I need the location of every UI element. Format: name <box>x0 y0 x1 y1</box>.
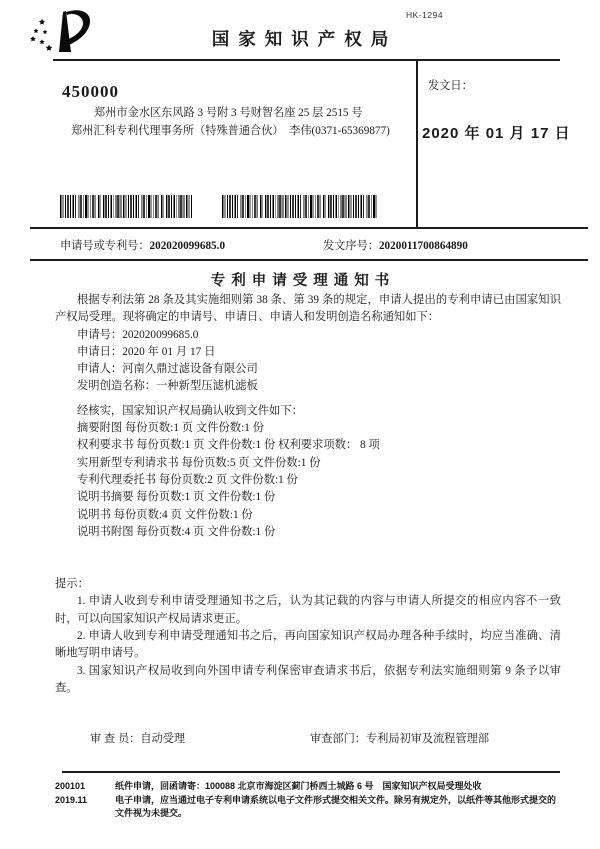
notice-body <box>55 292 561 697</box>
document-item: 权利要求书 每份页数:1 页 文件份数:1 份 权利要求项数： 8 项 <box>77 439 380 452</box>
footer <box>55 780 563 821</box>
field-invention-title: 发明创造名称：一种新型压滤机滤板 <box>77 380 258 393</box>
document-item: 实用新型专利请求书 每份页数:5 页 文件份数:1 份 <box>77 456 321 469</box>
serial-number <box>323 237 468 253</box>
serial-number-label: 发文序号： <box>323 240 379 252</box>
tip-item: 3. 国家知识产权局收到向外国申请专利保密审查请求书后，依据专利法实施细则第 9 条予以审查。 <box>55 664 561 694</box>
section-rule-upper <box>30 227 588 229</box>
intro-paragraph: 根据专利法第 28 条及其实施细则第 38 条、第 39 条的规定，申请人提出的专利申请已由国家知识产权局受理。现将确定的申请号、申请日、申请人和发明创造名称通知如下： <box>55 294 561 324</box>
notice-title: 专利申请受理通知书 <box>210 273 396 289</box>
examiner-label: 审 查 员： <box>90 733 141 745</box>
header-rule <box>53 59 560 61</box>
form-code: HK-1294 <box>406 10 444 20</box>
footer-rule <box>62 771 560 773</box>
barcode-right <box>222 195 378 218</box>
examiner-value: 自动受理 <box>140 733 186 745</box>
footer-text: 电子申请，应当通过电子专利申请系统以电子文件形式提交相关文件。除另有规定外，以纸件等其他形式提交的文件视为未提交。 <box>115 794 557 818</box>
department-value: 专利局初审及流程管理部 <box>365 733 490 745</box>
barcode-left <box>60 195 193 218</box>
document-item: 说明书附图 每份页数:4 页 文件份数:1 份 <box>77 525 276 538</box>
address-box-divider <box>416 59 418 229</box>
issue-date-label: 发文日： <box>428 80 473 92</box>
recipient-address: 郑州市金水区东风路 3 号附 3 号财智名座 25 层 2515 号 <box>94 107 363 119</box>
footer-row-paper <box>55 780 563 794</box>
document-item: 摘要附图 每份页数:1 页 文件份数:1 份 <box>77 422 265 435</box>
tips-label: 提示： <box>55 578 89 591</box>
issue-date-value: 2020 年 01 月 17 日 <box>422 125 571 142</box>
application-number-label: 申请号或专利号： <box>60 240 150 252</box>
recipient-agency: 郑州汇科专利代理事务所（特殊普通合伙） 李伟(0371-65369877) <box>71 125 390 137</box>
tip-item: 2. 申请人收到专利申请受理通知书之后，再向国家知识产权局办理各种手续时，均应当准确、清晰地写明申请号。 <box>55 630 561 660</box>
document-item: 说明书 每份页数:4 页 文件份数:1 份 <box>77 508 253 521</box>
application-number-value: 202020099685.0 <box>149 240 226 252</box>
postal-code: 450000 <box>62 82 119 101</box>
department-label: 审查部门： <box>310 733 366 745</box>
footer-text: 纸件申请，回函请寄：100088 北京市海淀区蓟门桥西土城路 6 号 国家知识产权局受理处收 <box>115 781 482 791</box>
serial-number-value: 2020011700864890 <box>378 240 468 252</box>
footer-code: 200101 <box>55 781 86 791</box>
department <box>310 730 489 746</box>
document-item: 说明书摘要 每份页数:1 页 文件份数:1 份 <box>77 491 276 504</box>
footer-row-electronic <box>55 794 563 821</box>
application-number <box>60 237 225 253</box>
field-applicant: 申请人：河南久鼎过滤设备有限公司 <box>77 363 258 376</box>
tip-item: 1. 申请人收到专利申请受理通知书之后，认为其记载的内容与申请人所提交的相应内容不一致时，可以向国家知识产权局请求更正。 <box>55 595 561 625</box>
field-application-date: 申请日：2020 年 01 月 17 日 <box>77 345 216 358</box>
agency-title: 国家知识产权局 <box>211 29 398 49</box>
examiner <box>90 730 185 746</box>
confirmation-line: 经核实，国家知识产权局确认收到文件如下： <box>77 404 303 417</box>
document-item: 专利代理委托书 每份页数:2 页 文件份数:1 份 <box>77 473 298 486</box>
section-rule-lower <box>30 259 588 261</box>
field-application-no: 申请号：202020099685.0 <box>77 328 199 341</box>
footer-code: 2019.11 <box>55 794 88 805</box>
